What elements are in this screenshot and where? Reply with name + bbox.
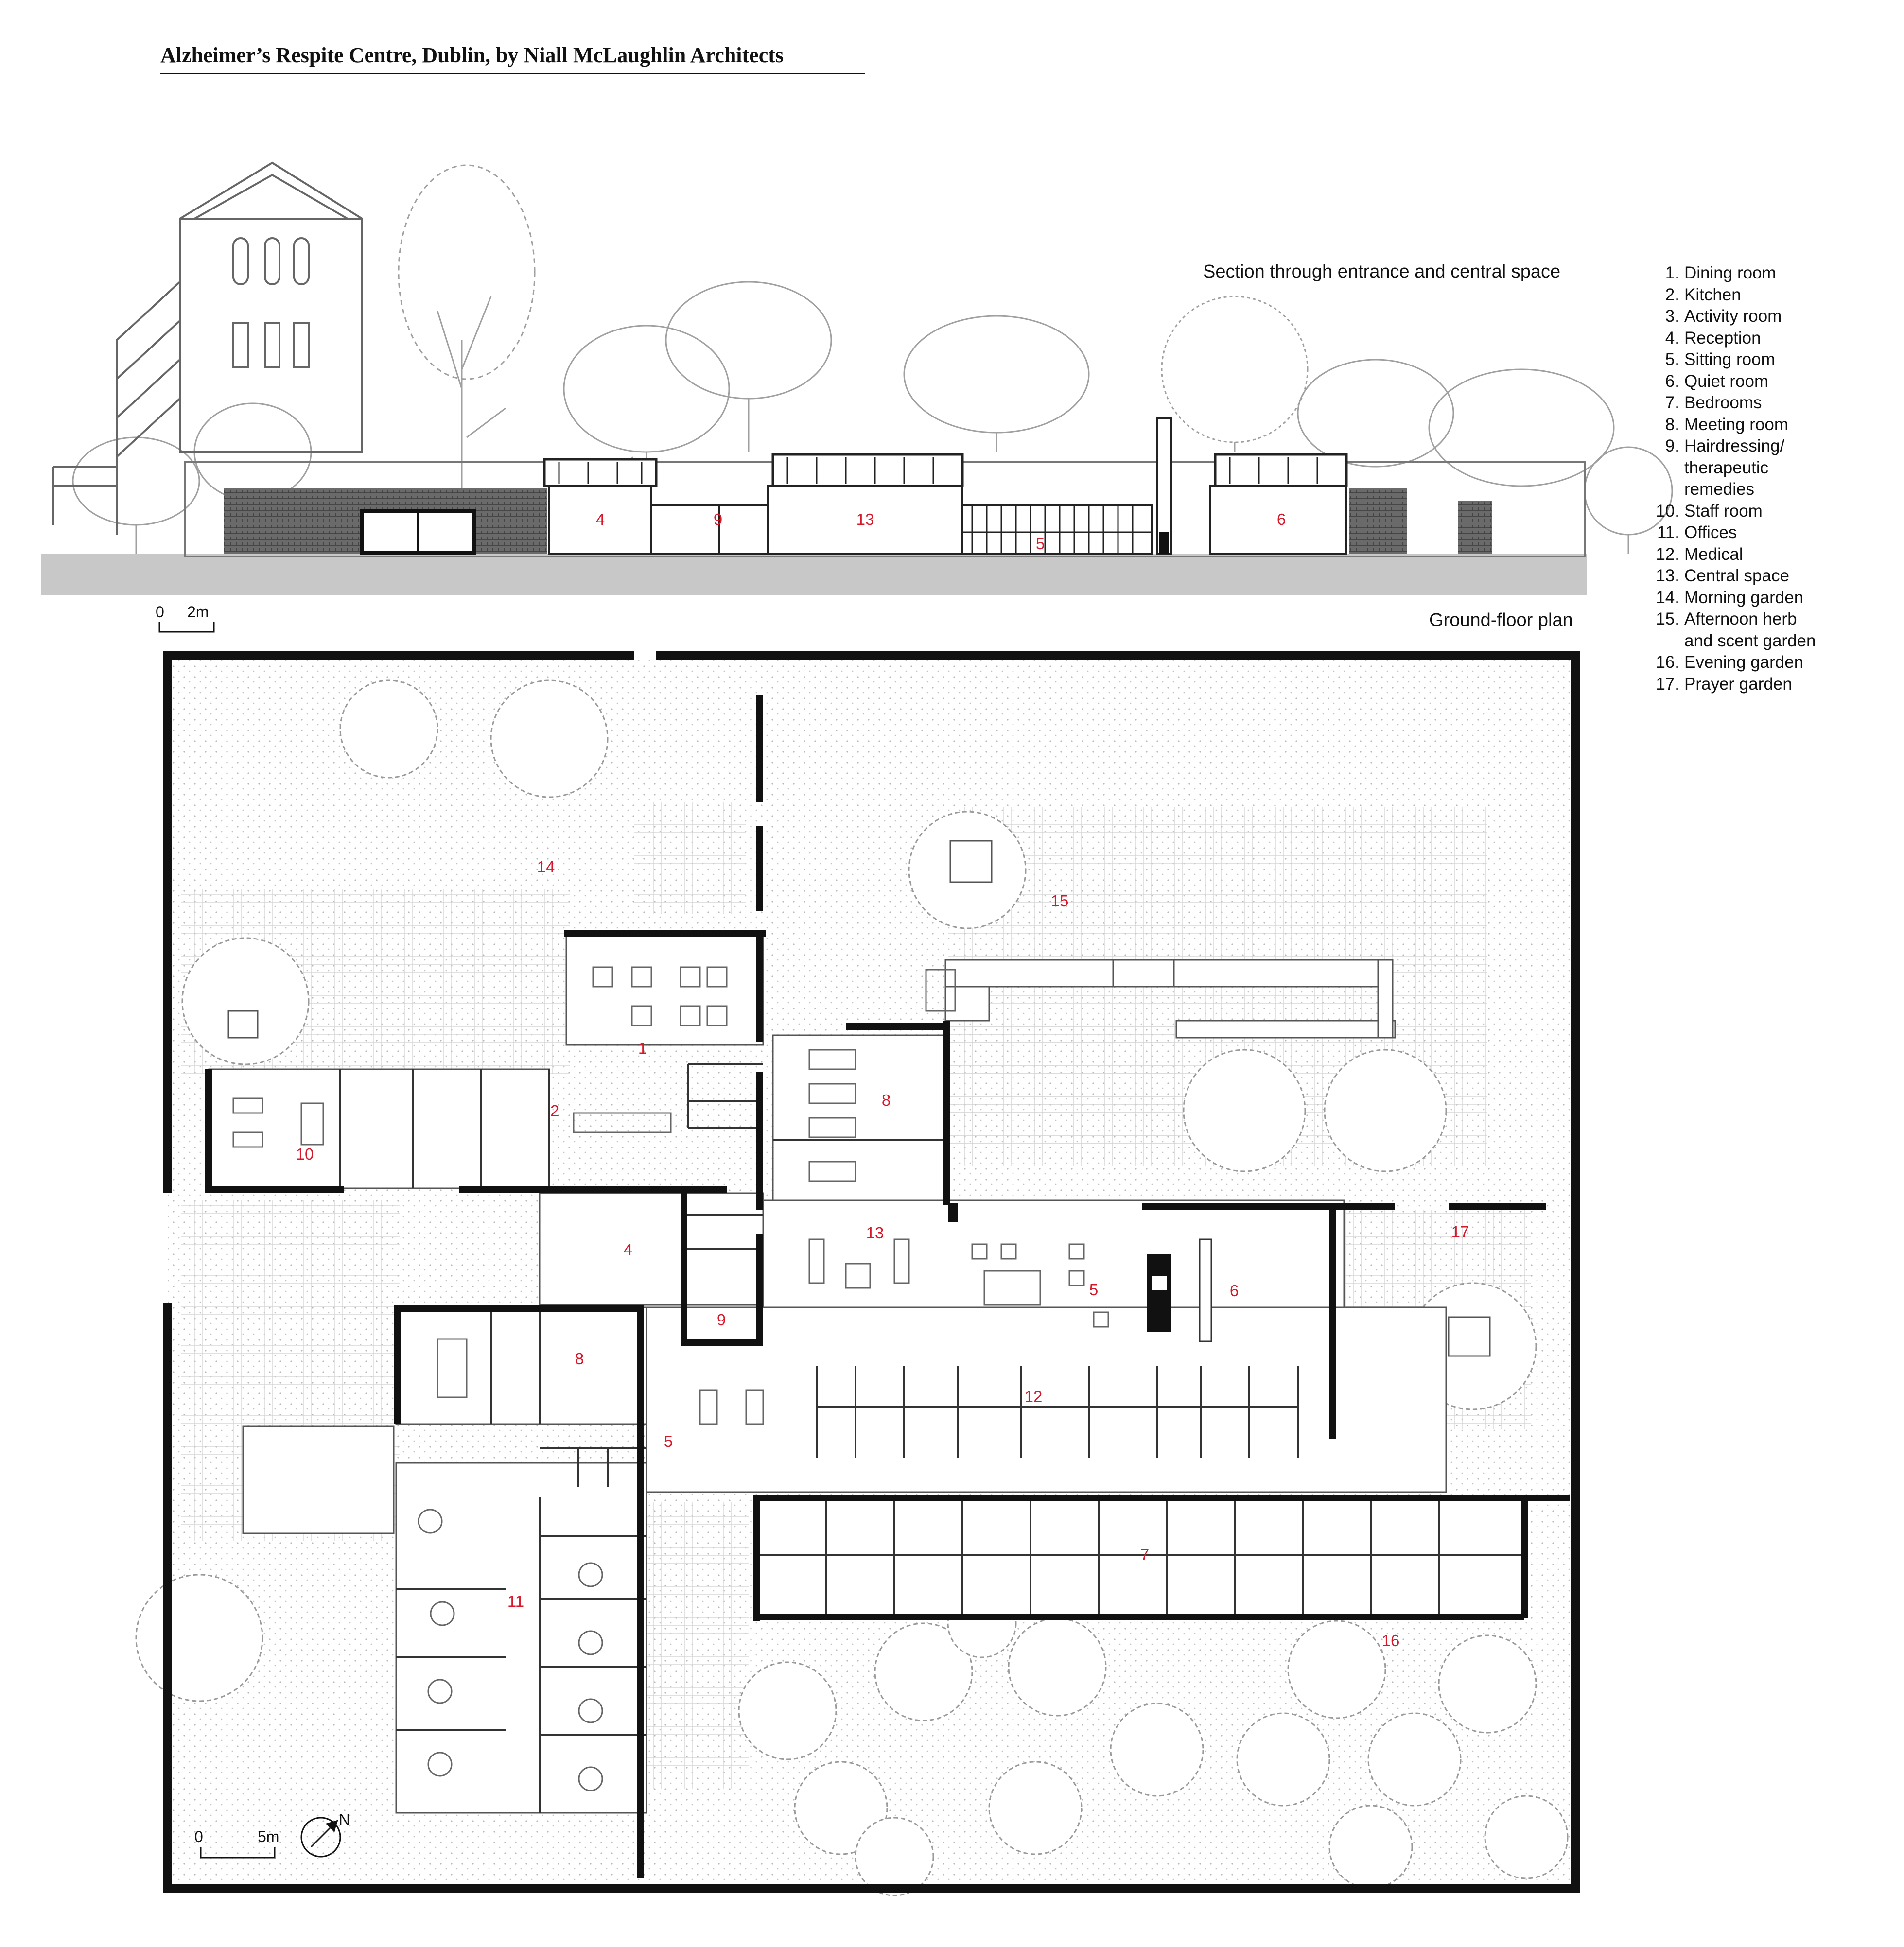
legend-item: 9. Hairdressing/ [1665,436,1785,455]
legend-item: 14. Morning garden [1656,588,1804,607]
section-room-number: 9 [713,510,723,528]
ground-floor-plan [136,651,1580,1895]
plan-room-number: 9 [716,1311,726,1329]
plan-room-number: 10 [296,1145,314,1163]
section-caption: Section through entrance and central space [1203,261,1561,282]
legend-item: 15. Afternoon herb [1656,609,1797,628]
plan-room-number: 16 [1381,1632,1400,1650]
plan-room-number: 11 [507,1592,524,1610]
legend-item: 10. Staff room [1656,501,1763,521]
section-ground [41,554,1587,595]
plan-room-number: 15 [1050,892,1069,910]
fireplace [1147,1254,1171,1332]
legend-item: 1. Dining room [1665,263,1776,282]
section-room-number: 5 [1035,535,1045,553]
legend-item: 7. Bedrooms [1665,393,1762,412]
legend-item: 3. Activity room [1665,307,1782,326]
plan-room-number: 12 [1024,1388,1043,1406]
plan-room-number: 5 [664,1432,673,1450]
plan-caption: Ground-floor plan [1429,610,1573,630]
legend-item: 13. Central space [1656,566,1789,585]
plan-room-number: 8 [881,1091,891,1109]
plan-room-number: 4 [623,1240,633,1258]
section-room-number: 4 [595,510,605,528]
plan-room-number: 7 [1140,1546,1150,1564]
legend-item: therapeutic [1684,458,1769,477]
plan-room-number: 13 [866,1224,884,1242]
plan-room-number: 2 [550,1102,559,1120]
legend-item: 12. Medical [1656,544,1743,564]
legend-item: 11. Offices [1657,523,1737,542]
legend-item: 4. Reception [1665,328,1761,348]
plan-room-number: 14 [537,858,555,876]
svg-text:0: 0 [156,603,164,621]
legend [1650,262,1893,695]
svg-text:N: N [339,1811,350,1828]
svg-text:2m: 2m [187,603,209,621]
plan-room-number: 17 [1451,1223,1469,1241]
legend-item: 8. Meeting room [1665,415,1788,434]
plan-room-number: 6 [1229,1282,1239,1300]
plan-room-number: 8 [575,1350,584,1368]
section-room-number: 13 [856,510,874,528]
svg-text:5m: 5m [258,1828,279,1845]
section-room-number: 6 [1276,510,1286,528]
section-drawing [41,163,1672,632]
legend-item: 17. Prayer garden [1656,674,1792,694]
legend-item: 16. Evening garden [1656,653,1804,672]
plan-room-number: 5 [1089,1281,1099,1299]
legend-item: 5. Sitting room [1665,350,1775,369]
svg-text:0: 0 [194,1828,203,1845]
plan-room-number: 1 [638,1039,647,1057]
section-scale-bar [156,603,214,632]
legend-item: 6. Quiet room [1665,371,1769,391]
legend-item: remedies [1684,480,1754,499]
page-title: Alzheimer’s Respite Centre, Dublin, by Niall McLaughlin Architects [160,43,784,67]
title-underline [160,73,865,74]
legend-item: 2. Kitchen [1665,285,1741,304]
legend-item: and scent garden [1684,631,1816,650]
